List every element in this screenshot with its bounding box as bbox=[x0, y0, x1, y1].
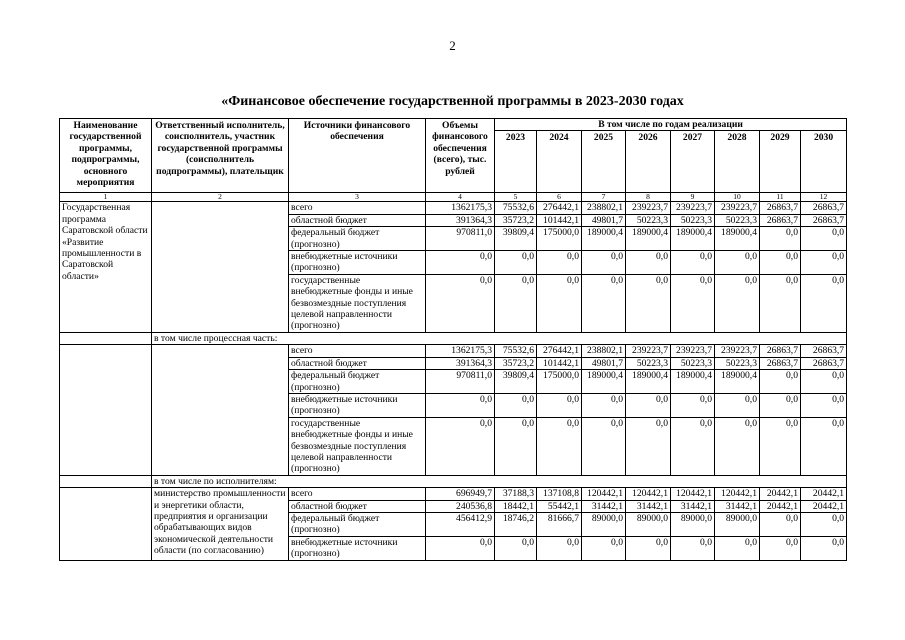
year-value-cell: 35723,2 bbox=[495, 214, 537, 226]
year-value-cell: 31442,1 bbox=[671, 500, 715, 512]
year-value-cell: 0,0 bbox=[495, 393, 537, 417]
year-value-cell: 0,0 bbox=[537, 417, 582, 475]
year-value-cell: 0,0 bbox=[671, 536, 715, 560]
year-value-cell: 50223,3 bbox=[715, 357, 760, 369]
year-value-cell: 26863,7 bbox=[760, 202, 801, 214]
year-value-cell: 20442,1 bbox=[760, 488, 801, 500]
year-value-cell: 120442,1 bbox=[715, 488, 760, 500]
source-cell: федеральный бюджет (прогнозно) bbox=[289, 512, 426, 536]
year-value-cell: 89000,0 bbox=[671, 512, 715, 536]
year-value-cell: 26863,7 bbox=[760, 357, 801, 369]
year-value-cell: 0,0 bbox=[760, 417, 801, 475]
year-value-cell: 0,0 bbox=[582, 393, 626, 417]
year-value-cell: 49801,7 bbox=[582, 214, 626, 226]
source-cell: государственные внебюджетные фонды и иные безвозмездные поступления целевой направленности (прогнозно) bbox=[289, 417, 426, 475]
year-value-cell: 50223,3 bbox=[626, 214, 671, 226]
executor-cell bbox=[152, 202, 289, 332]
source-cell: всего bbox=[289, 202, 426, 214]
year-value-cell: 239223,7 bbox=[715, 202, 760, 214]
total-cell: 391364,3 bbox=[426, 357, 495, 369]
column-number: 11 bbox=[760, 193, 801, 202]
table-row bbox=[60, 488, 847, 500]
year-value-cell: 26863,7 bbox=[760, 214, 801, 226]
source-cell: внебюджетные источники (прогнозно) bbox=[289, 536, 426, 560]
total-cell: 0,0 bbox=[426, 417, 495, 475]
column-number: 10 bbox=[715, 193, 760, 202]
year-value-cell: 26863,7 bbox=[801, 357, 847, 369]
year-value-cell: 0,0 bbox=[671, 417, 715, 475]
year-value-cell: 50223,3 bbox=[715, 214, 760, 226]
header-year: 2025 bbox=[582, 131, 626, 193]
year-value-cell: 0,0 bbox=[801, 536, 847, 560]
year-value-cell: 26863,7 bbox=[801, 214, 847, 226]
source-cell: всего bbox=[289, 345, 426, 357]
section-spacer bbox=[60, 332, 152, 344]
year-value-cell: 0,0 bbox=[801, 274, 847, 332]
year-value-cell: 101442,1 bbox=[537, 357, 582, 369]
year-value-cell: 239223,7 bbox=[626, 202, 671, 214]
total-cell: 1362175,3 bbox=[426, 345, 495, 357]
section-row bbox=[60, 332, 847, 344]
year-value-cell: 0,0 bbox=[671, 274, 715, 332]
year-value-cell: 0,0 bbox=[801, 370, 847, 394]
total-cell: 0,0 bbox=[426, 393, 495, 417]
document-title: «Финансовое обеспечение государственной программы в 2023-2030 годах bbox=[221, 94, 684, 109]
total-cell: 696949,7 bbox=[426, 488, 495, 500]
section-spacer bbox=[60, 475, 152, 487]
year-value-cell: 0,0 bbox=[715, 536, 760, 560]
year-value-cell: 0,0 bbox=[801, 417, 847, 475]
total-cell: 1362175,3 bbox=[426, 202, 495, 214]
column-number: 5 bbox=[495, 193, 537, 202]
year-value-cell: 39809,4 bbox=[495, 370, 537, 394]
source-cell: внебюджетные источники (прогнозно) bbox=[289, 251, 426, 275]
year-value-cell: 0,0 bbox=[801, 393, 847, 417]
year-value-cell: 31442,1 bbox=[582, 500, 626, 512]
header-year: 2030 bbox=[801, 131, 847, 193]
year-value-cell: 0,0 bbox=[760, 227, 801, 251]
section-label: в том числе по исполнителям: bbox=[152, 475, 847, 487]
table-row bbox=[60, 345, 847, 357]
year-value-cell: 39809,4 bbox=[495, 227, 537, 251]
year-value-cell: 238802,1 bbox=[582, 202, 626, 214]
year-value-cell: 189000,4 bbox=[626, 370, 671, 394]
table-row bbox=[60, 202, 847, 214]
year-value-cell: 120442,1 bbox=[626, 488, 671, 500]
column-number: 6 bbox=[537, 193, 582, 202]
year-value-cell: 189000,4 bbox=[671, 370, 715, 394]
year-value-cell: 0,0 bbox=[626, 417, 671, 475]
total-cell: 0,0 bbox=[426, 251, 495, 275]
year-value-cell: 50223,3 bbox=[671, 357, 715, 369]
year-value-cell: 0,0 bbox=[801, 251, 847, 275]
year-value-cell: 0,0 bbox=[760, 370, 801, 394]
executor-cell: министерство промышленности и энергетики области, предприятия и организации обрабатывающих видов экономической деятельности области (по согласованию) bbox=[152, 488, 289, 560]
year-value-cell: 0,0 bbox=[537, 274, 582, 332]
section-row bbox=[60, 475, 847, 487]
total-cell: 456412,9 bbox=[426, 512, 495, 536]
header-program-name: Наименование государственной программы, подпрограммы, основного мероприятия bbox=[60, 119, 152, 193]
year-value-cell: 239223,7 bbox=[626, 345, 671, 357]
program-spacer-cell bbox=[60, 345, 152, 475]
page-number: 2 bbox=[449, 38, 456, 53]
source-cell: областной бюджет bbox=[289, 357, 426, 369]
year-value-cell: 137108,8 bbox=[537, 488, 582, 500]
year-value-cell: 55442,1 bbox=[537, 500, 582, 512]
year-value-cell: 0,0 bbox=[537, 251, 582, 275]
year-value-cell: 239223,7 bbox=[671, 345, 715, 357]
year-value-cell: 175000,0 bbox=[537, 227, 582, 251]
column-number: 8 bbox=[626, 193, 671, 202]
year-value-cell: 0,0 bbox=[495, 417, 537, 475]
year-value-cell: 239223,7 bbox=[715, 345, 760, 357]
total-cell: 0,0 bbox=[426, 536, 495, 560]
column-number: 7 bbox=[582, 193, 626, 202]
year-value-cell: 189000,4 bbox=[626, 227, 671, 251]
year-value-cell: 276442,1 bbox=[537, 345, 582, 357]
header-sources: Источники финансового обеспечения bbox=[289, 119, 426, 193]
year-value-cell: 26863,7 bbox=[760, 345, 801, 357]
year-value-cell: 18442,1 bbox=[495, 500, 537, 512]
source-cell: государственные внебюджетные фонды и иные безвозмездные поступления целевой направленности (прогнозно) bbox=[289, 274, 426, 332]
year-value-cell: 89000,0 bbox=[626, 512, 671, 536]
column-number: 9 bbox=[671, 193, 715, 202]
year-value-cell: 0,0 bbox=[671, 393, 715, 417]
column-number: 12 bbox=[801, 193, 847, 202]
source-cell: внебюджетные источники (прогнозно) bbox=[289, 393, 426, 417]
year-value-cell: 0,0 bbox=[760, 512, 801, 536]
total-cell: 970811,0 bbox=[426, 370, 495, 394]
year-value-cell: 238802,1 bbox=[582, 345, 626, 357]
header-years-group: В том числе по годам реализации bbox=[495, 119, 847, 131]
year-value-cell: 20442,1 bbox=[801, 500, 847, 512]
year-value-cell: 26863,7 bbox=[801, 202, 847, 214]
year-value-cell: 0,0 bbox=[626, 251, 671, 275]
year-value-cell: 189000,4 bbox=[582, 370, 626, 394]
year-value-cell: 20442,1 bbox=[801, 488, 847, 500]
year-value-cell: 50223,3 bbox=[671, 214, 715, 226]
header-year: 2024 bbox=[537, 131, 582, 193]
header-year: 2029 bbox=[760, 131, 801, 193]
financing-table bbox=[59, 118, 847, 561]
year-value-cell: 81666,7 bbox=[537, 512, 582, 536]
year-value-cell: 0,0 bbox=[760, 251, 801, 275]
year-value-cell: 0,0 bbox=[495, 251, 537, 275]
total-cell: 391364,3 bbox=[426, 214, 495, 226]
year-value-cell: 50223,3 bbox=[626, 357, 671, 369]
year-value-cell: 31442,1 bbox=[626, 500, 671, 512]
year-value-cell: 189000,4 bbox=[671, 227, 715, 251]
year-value-cell: 0,0 bbox=[537, 536, 582, 560]
year-value-cell: 89000,0 bbox=[582, 512, 626, 536]
year-value-cell: 101442,1 bbox=[537, 214, 582, 226]
year-value-cell: 0,0 bbox=[760, 536, 801, 560]
year-value-cell: 18746,2 bbox=[495, 512, 537, 536]
year-value-cell: 0,0 bbox=[626, 274, 671, 332]
year-value-cell: 26863,7 bbox=[801, 345, 847, 357]
year-value-cell: 0,0 bbox=[495, 536, 537, 560]
year-value-cell: 0,0 bbox=[715, 417, 760, 475]
year-value-cell: 35723,2 bbox=[495, 357, 537, 369]
header-year: 2026 bbox=[626, 131, 671, 193]
year-value-cell: 0,0 bbox=[582, 536, 626, 560]
total-cell: 240536,8 bbox=[426, 500, 495, 512]
year-value-cell: 120442,1 bbox=[582, 488, 626, 500]
header-total-volume: Объемы финансового обеспечения (всего), тыс. рублей bbox=[426, 119, 495, 193]
year-value-cell: 0,0 bbox=[626, 393, 671, 417]
year-value-cell: 239223,7 bbox=[671, 202, 715, 214]
year-value-cell: 189000,4 bbox=[715, 370, 760, 394]
year-value-cell: 0,0 bbox=[801, 227, 847, 251]
program-spacer-cell bbox=[60, 488, 152, 560]
column-number: 4 bbox=[426, 193, 495, 202]
year-value-cell: 0,0 bbox=[582, 417, 626, 475]
year-value-cell: 37188,3 bbox=[495, 488, 537, 500]
source-cell: федеральный бюджет (прогнозно) bbox=[289, 370, 426, 394]
header-year: 2028 bbox=[715, 131, 760, 193]
source-cell: областной бюджет bbox=[289, 214, 426, 226]
year-value-cell: 0,0 bbox=[760, 274, 801, 332]
year-value-cell: 0,0 bbox=[537, 393, 582, 417]
program-name-cell: Государственная программа Саратовской области «Развитие промышленности в Саратовской области» bbox=[60, 202, 152, 332]
year-value-cell: 0,0 bbox=[626, 536, 671, 560]
year-value-cell: 75532,6 bbox=[495, 202, 537, 214]
section-label: в том числе процессная часть: bbox=[152, 332, 847, 344]
column-number: 3 bbox=[289, 193, 426, 202]
year-value-cell: 189000,4 bbox=[715, 227, 760, 251]
year-value-cell: 0,0 bbox=[760, 393, 801, 417]
year-value-cell: 0,0 bbox=[671, 251, 715, 275]
total-cell: 0,0 bbox=[426, 274, 495, 332]
year-value-cell: 0,0 bbox=[715, 274, 760, 332]
column-number: 2 bbox=[152, 193, 289, 202]
year-value-cell: 75532,6 bbox=[495, 345, 537, 357]
total-cell: 970811,0 bbox=[426, 227, 495, 251]
year-value-cell: 175000,0 bbox=[537, 370, 582, 394]
executor-cell bbox=[152, 345, 289, 475]
year-value-cell: 120442,1 bbox=[671, 488, 715, 500]
year-value-cell: 0,0 bbox=[495, 274, 537, 332]
year-value-cell: 20442,1 bbox=[760, 500, 801, 512]
year-value-cell: 0,0 bbox=[582, 274, 626, 332]
year-value-cell: 31442,1 bbox=[715, 500, 760, 512]
year-value-cell: 0,0 bbox=[715, 393, 760, 417]
header-year: 2023 bbox=[495, 131, 537, 193]
year-value-cell: 189000,4 bbox=[582, 227, 626, 251]
source-cell: федеральный бюджет (прогнозно) bbox=[289, 227, 426, 251]
source-cell: всего bbox=[289, 488, 426, 500]
header-executor: Ответственный исполнитель, соисполнитель, участник государственной программы (соисполнитель подпрограммы), плательщик bbox=[152, 119, 289, 193]
year-value-cell: 276442,1 bbox=[537, 202, 582, 214]
year-value-cell: 89000,0 bbox=[715, 512, 760, 536]
column-number: 1 bbox=[60, 193, 152, 202]
year-value-cell: 0,0 bbox=[715, 251, 760, 275]
source-cell: областной бюджет bbox=[289, 500, 426, 512]
year-value-cell: 0,0 bbox=[582, 251, 626, 275]
year-value-cell: 0,0 bbox=[801, 512, 847, 536]
header-year: 2027 bbox=[671, 131, 715, 193]
year-value-cell: 49801,7 bbox=[582, 357, 626, 369]
